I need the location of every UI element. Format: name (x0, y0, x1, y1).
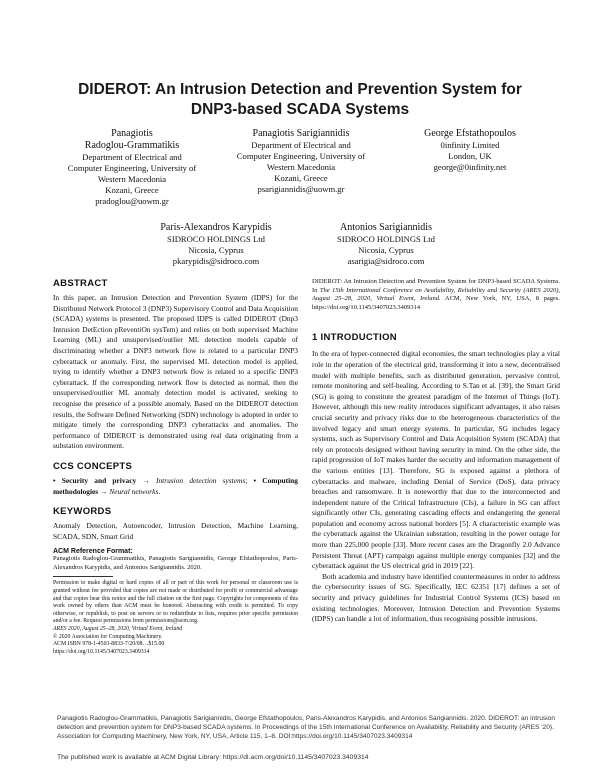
author-name: George Efstathopoulos (424, 128, 516, 139)
author-affiliation: Western Macedonia (97, 174, 167, 184)
permission-notice: Permission to make digital or hard copies of all or part of this work for personal or classroom use is granted without fee provided that copies are not made or distributed for profit or commercial advantage and that copies bear this notice and the full citation on the first page. Copyrights for components of this work owned by others than ACM must be honored. Abstracting with credit is permitted. To copy otherwise, or republish, to post on servers or to redistribute to lists, requires prior specific permission and/or a fee. Request permissions from permissions@acm.org. (53, 580, 298, 625)
introduction-paragraph-1: In the era of hyper-connected digital economies, the smart technologies play a vital role in the operation of the electrical grid, transforming it into a new, decentralised model with multiple benefits, such as distributed generation, pervasive control, remote monitoring and self-healing. According to S.Tan et al. [39], the Smart Grid (SG) is going to constitute the greatest paradigm of the Internet of Things (IoT). However, although this new reality introduces significant advantages, it also raises crucial security and privacy risks due to the heterogeneous characteristics of the involved legacy and smart energy systems. In particular, SG includes legacy systems, such as Supervisory Control and Data Acquisition System (SCADA) that rely on protocols designed without having security in mind. On the other side, the rapid progression of IoT makes harder the security and information management of the various entities [13]. Therefore, SG is exposed against a plethora of cyberattacks and malware, including Denial of Service (DoS), data privacy breaches and ransomware. It is noteworthy that due to the interconnected and independent nature of the Critical Infrastructure (CIs), a failure in SG can affect significantly other CIs, generating cascading effects and endangering the general population and economy across national borders [5]. A characteristic example was the cyberattack against the Ukrainian substation, resulting in the power outage for more than 225,000 people [33]. More recent cases are the Dragonfly 2.0 Advance Persistent Threat (APT) campaign against multiple energy companies [32] and the cyberattack against the US electrical grid in 2019 [22]. (312, 349, 560, 571)
author-name: Panagiotis Sarigiannidis (252, 128, 350, 139)
copyright-line: © 2020 Association for Computing Machinery. (53, 633, 163, 640)
author-affiliation: Computer Engineering, University of (67, 163, 197, 173)
isbn-line: ACM ISBN 978-1-4503-8833-7/20/08…$15.00 (53, 641, 165, 648)
author-name-cont: Radoglou-Grammatikis (84, 140, 180, 151)
title-line-1: DIDEROT: An Intrusion Detection and Prevention System for (78, 81, 522, 98)
acm-ref-cont-end: ACM, New York, NY, USA, 8 pages. https://doi.org/10.1145/3407023.3409314 (312, 295, 561, 311)
author-affiliation: Department of Electrical and (251, 140, 351, 150)
author-affiliation: 0infinity Limited (440, 140, 500, 150)
ccs-item-2: • Computing methodologies (53, 475, 298, 496)
acm-ref-cont-venue: The 15th International Conference on Availability, Reliability and Security (ARES 2020), August 25–28, 2020, Virtual Event, Ireland. (312, 286, 560, 303)
author-location: Nicosia, Cyprus (358, 245, 414, 255)
acm-reference-continued (312, 278, 560, 312)
keywords-heading: KEYWORDS (53, 506, 112, 518)
paper-title (40, 80, 560, 120)
ccs-item-2-leaf: Neural networks (109, 486, 159, 496)
author-location: Kozani, Greece (274, 173, 328, 183)
right-column (312, 278, 560, 625)
author-block-1 (48, 128, 216, 207)
author-email: george@0infinity.net (433, 162, 507, 172)
author-block-2 (217, 128, 385, 195)
footnote-divider (53, 576, 113, 577)
author-email: pradoglou@uowm.gr (95, 196, 169, 206)
venue-line: ARES 2020, August 25–28, 2020, Virtual Event, Ireland (53, 626, 183, 633)
author-email: pkarypidis@sidroco.com (172, 256, 260, 266)
ccs-concepts (53, 476, 298, 497)
ccs-arrow: → (136, 475, 157, 485)
author-affiliation: Department of Electrical and (82, 152, 182, 162)
ccs-end: . (158, 486, 161, 496)
author-email: asarigia@sidroco.com (347, 256, 425, 266)
author-affiliation: SIDROCO HOLDINGS Ltd (167, 234, 265, 244)
author-affiliation: Western Macedonia (266, 162, 336, 172)
abstract-text: In this paper, an Intrusion Detection and Prevention System (IDPS) for the Distributed Network Protocol 3 (DNP3) Supervisory Control and Data Acquisition (SCADA) systems is presented. The proposed IDPS is called DIDEROT (Dnp3 Intrusion DetEction pReventiOn sysTem) and relies on both supervised Machine Learning (ML) and unsupervised/outlier ML detection models capable of discriminating whether a DNP3 network flow is related to a particular DNP3 cyberattack or anomaly. First, the supervised ML detection model is applied, trying to identify whether a DNP3 network flow is related to a specific DNP3 cyberattack. If the corresponding network flow is detected as normal, then the unsupervised/outlier ML anomaly detection model is activated, seeking to recognise the presence of a possible anomaly. Based on the DIDEROT detection results, the Software Defined Networking (SDN) technology is adopted in order to mitigate timely the corresponding DNP3 cyberattacks and anomalies. The performance of DIDEROT is demonstrated using real data originating from a substation environment. (53, 293, 298, 451)
author-block-4 (132, 222, 300, 267)
footer-citation: Panagiotis Radoglou-Grammatikis, Panagiotis Sarigiannidis, George Efstathopoulos, Paris-Alexandros Karypidis, and Antonios Sarigiannidis. 2020. DIDEROT: an intrusion detection and prevention system for DNP3-based SCADA systems. In Proceedings of the 15th International Conference on Availability, Reliability and Security (ARES '20). Association for Computing Machinery, New York, NY, USA, Article 115, 1–8. DOI:https://doi.org/10.1145/3407023.3409314 (57, 715, 556, 741)
author-name: Panagiotis (111, 128, 153, 139)
ccs-item-1-leaf: Intrusion detection systems (156, 475, 246, 485)
title-line-2: DNP3-based SCADA Systems (190, 101, 410, 118)
abstract-heading: ABSTRACT (53, 278, 108, 289)
author-block-5 (302, 222, 470, 267)
author-location: London, UK (448, 151, 492, 161)
left-column (53, 278, 298, 656)
acm-reference-heading: ACM Reference Format: (53, 548, 133, 556)
introduction-paragraph-2: Both academia and industry have identified countermeasures in order to address the cybersecurity issues of SG. Specifically, IEC 62351 [17] defines a set of security and privacy guidelines for Industrial Control Systems (ICS) based on existing technologies. Moreover, Intrusion Detection and Prevention Systems (IDPS) can handle a lot of information, thus recognising possible intrusions. (312, 571, 560, 624)
ccs-arrow: → (98, 486, 110, 496)
author-location: Nicosia, Cyprus (188, 245, 244, 255)
ccs-item-1: • Security and privacy (53, 475, 137, 485)
author-affiliation: SIDROCO HOLDINGS Ltd (337, 234, 435, 244)
author-email: psarigiannidis@uowm.gr (257, 184, 345, 194)
acm-ref-cont-text: DIDEROT: An Intrusion Detection and Prevention System for DNP3-based SCADA Systems. In (312, 278, 560, 294)
doi-line: https://doi.org/10.1145/3407023.3409314 (53, 648, 150, 655)
ccs-heading: CCS CONCEPTS (53, 460, 133, 472)
author-affiliation: Computer Engineering, University of (236, 151, 366, 161)
author-name: Paris-Alexandros Karypidis (160, 222, 272, 233)
ccs-separator: ; (245, 475, 254, 485)
acm-reference-text: Panagiotis Radoglou-Grammatikis, Panagiotis Sarigiannidis, George Efstathopoulos, Paris-Alexandros Karypidis, and Antonios Sarigiannidis. 2020. (53, 555, 298, 571)
keywords-text: Anomaly Detection, Autoencoder, Intrusion Detection, Machine Learning, SCADA, SDN, Smart Grid (53, 521, 298, 541)
author-block-3 (386, 128, 554, 173)
published-work-note: The published work is available at ACM Digital Library: https://dl.acm.org/doi/10.1145/3407023.3409314 (57, 754, 369, 761)
author-location: Kozani, Greece (105, 185, 159, 195)
introduction-heading: 1 INTRODUCTION (312, 332, 397, 344)
author-name: Antonios Sarigiannidis (340, 222, 432, 233)
